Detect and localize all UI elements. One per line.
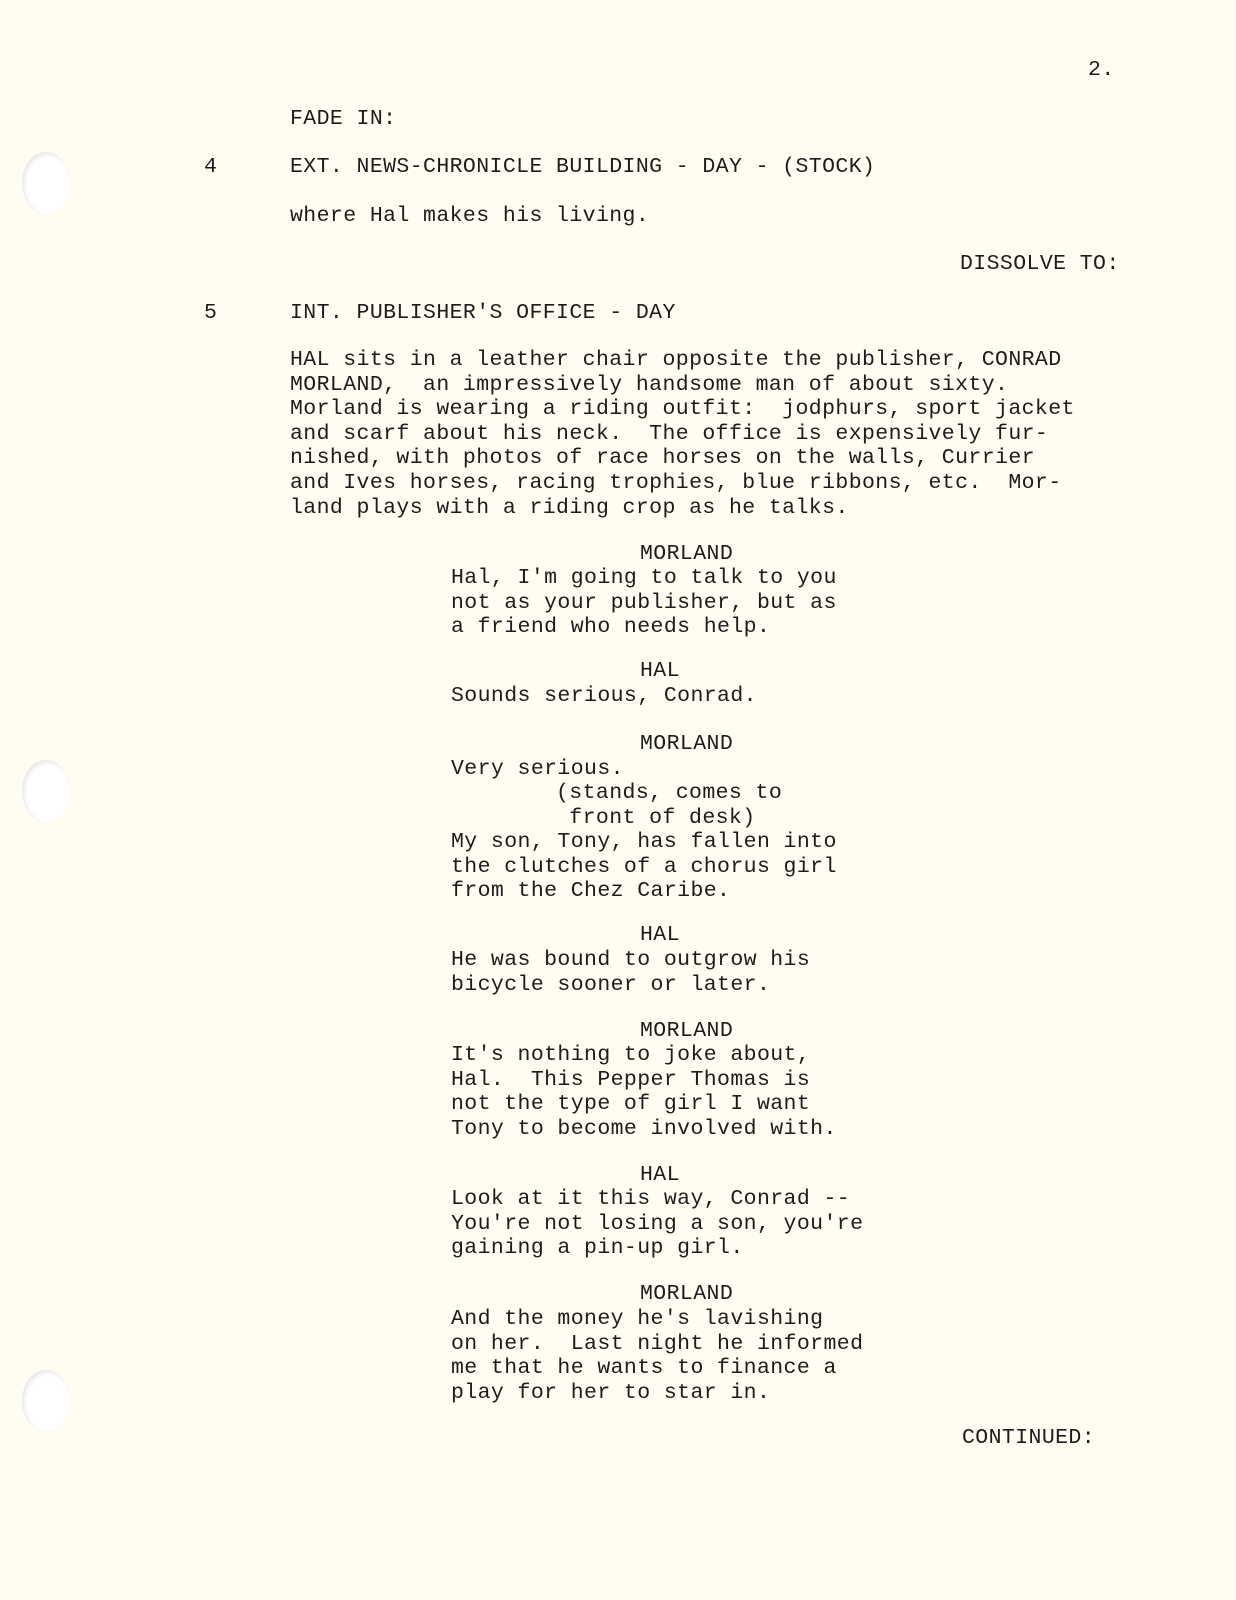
character-name: MORLAND bbox=[640, 732, 734, 756]
character-name: HAL bbox=[640, 1163, 680, 1187]
action-line: where Hal makes his living. bbox=[290, 204, 650, 228]
parenthetical bbox=[556, 781, 782, 830]
dialogue-line: And the money he's lavishing bbox=[451, 1307, 824, 1331]
dialogue-block bbox=[451, 1307, 863, 1405]
transition-dissolve: DISSOLVE TO: bbox=[960, 252, 1120, 276]
action-line: and Ives horses, racing trophies, blue ribbons, etc. Mor- bbox=[290, 470, 1062, 495]
dialogue-line: Hal, I'm going to talk to you bbox=[451, 566, 837, 590]
character-name: MORLAND bbox=[640, 542, 734, 566]
character-name: HAL bbox=[640, 923, 680, 947]
dialogue-line: Hal. This Pepper Thomas is bbox=[451, 1067, 811, 1092]
dialogue-line: It's nothing to joke about, bbox=[451, 1043, 811, 1067]
dialogue-line: me that he wants to finance a bbox=[451, 1356, 837, 1381]
action-line: nished, with photos of race horses on the walls, Currier bbox=[290, 446, 1035, 471]
action-block bbox=[290, 348, 1075, 520]
character-name: HAL bbox=[640, 659, 680, 683]
dialogue-block bbox=[451, 830, 837, 904]
dialogue-line: Look at it this way, Conrad -- bbox=[451, 1187, 851, 1211]
scene-number: 4 bbox=[204, 155, 218, 179]
dialogue-line: the clutches of a chorus girl bbox=[451, 854, 837, 879]
action-line: and scarf about his neck. The office is expensively fur- bbox=[290, 421, 1049, 446]
action-line: HAL sits in a leather chair opposite the publisher, CONRAD bbox=[290, 348, 1062, 372]
dialogue-line: not as your publisher, but as bbox=[451, 590, 837, 615]
dialogue-line: bicycle sooner or later. bbox=[451, 972, 771, 997]
parenthetical-line: front of desk) bbox=[556, 805, 756, 830]
transition-fade-in: FADE IN: bbox=[290, 107, 397, 131]
scene-heading: EXT. NEWS-CHRONICLE BUILDING - DAY - (STOCK) bbox=[290, 155, 876, 179]
dialogue-line: Very serious. bbox=[451, 757, 624, 781]
dialogue-line: My son, Tony, has fallen into bbox=[451, 830, 837, 854]
dialogue-line: a friend who needs help. bbox=[451, 615, 771, 640]
dialogue-block bbox=[451, 948, 810, 997]
action-line: land plays with a riding crop as he talks. bbox=[290, 495, 849, 520]
action-line: Morland is wearing a riding outfit: jodphurs, sport jacket bbox=[290, 397, 1075, 422]
dialogue-line: Tony to become involved with. bbox=[451, 1116, 837, 1141]
dialogue-line: You're not losing a son, you're bbox=[451, 1211, 864, 1236]
dialogue-block bbox=[451, 684, 757, 709]
scene-heading: INT. PUBLISHER'S OFFICE - DAY bbox=[290, 301, 676, 325]
scene-number: 5 bbox=[204, 301, 218, 325]
dialogue-line: from the Chez Caribe. bbox=[451, 879, 731, 904]
dialogue-line: play for her to star in. bbox=[451, 1380, 771, 1405]
binder-hole bbox=[22, 760, 70, 822]
continued-marker: CONTINUED: bbox=[962, 1426, 1096, 1450]
binder-hole bbox=[22, 152, 70, 214]
dialogue-line: Sounds serious, Conrad. bbox=[451, 684, 757, 708]
dialogue-block bbox=[451, 1043, 837, 1141]
dialogue-line: not the type of girl I want bbox=[451, 1092, 811, 1117]
dialogue-line: gaining a pin-up girl. bbox=[451, 1236, 744, 1261]
dialogue-line: on her. Last night he informed bbox=[451, 1331, 864, 1356]
dialogue-line: He was bound to outgrow his bbox=[451, 948, 811, 972]
action-line: MORLAND, an impressively handsome man of about sixty. bbox=[290, 372, 1009, 397]
parenthetical-line: (stands, comes to bbox=[556, 781, 783, 805]
dialogue-block bbox=[451, 566, 837, 640]
dialogue-block bbox=[451, 757, 624, 782]
character-name: MORLAND bbox=[640, 1282, 734, 1306]
binder-hole bbox=[22, 1370, 70, 1432]
character-name: MORLAND bbox=[640, 1019, 734, 1043]
page-number: 2. bbox=[1088, 58, 1115, 82]
dialogue-block bbox=[451, 1187, 863, 1261]
